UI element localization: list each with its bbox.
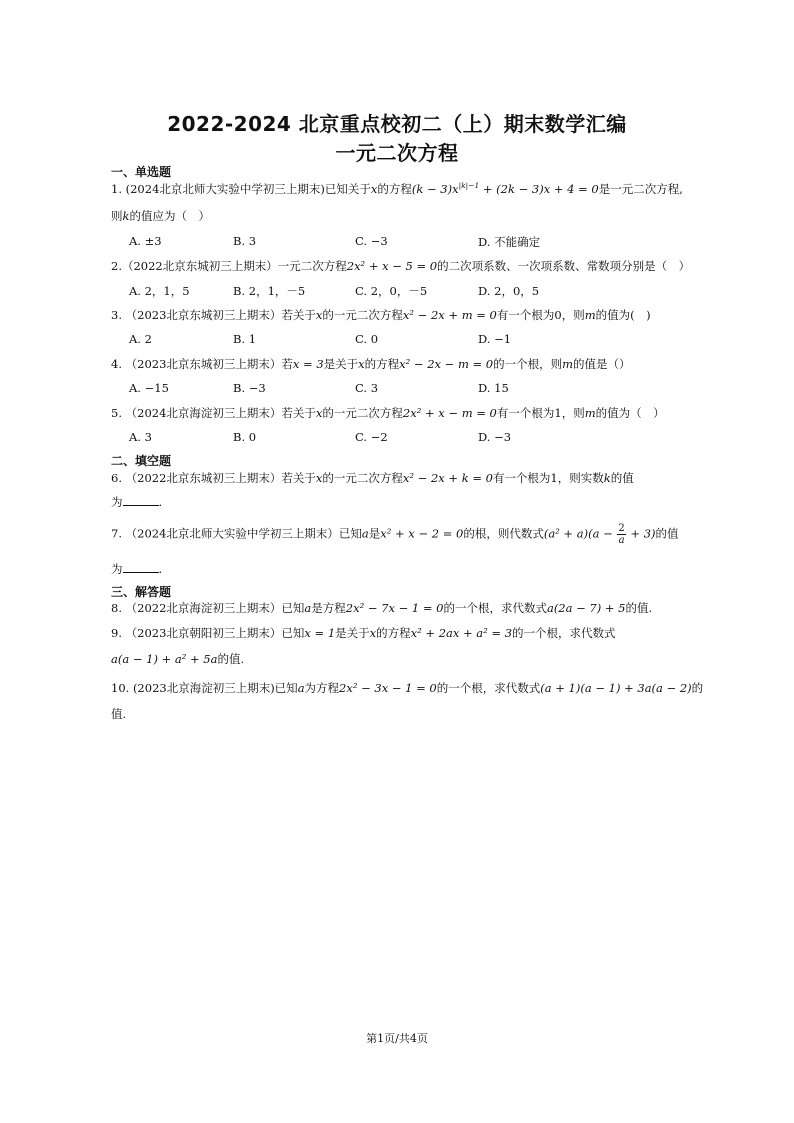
q1-option-b: B. 3 (233, 234, 257, 248)
page-number: 第1页/共4页 (366, 1032, 428, 1045)
question-2: 2.（2022北京东城初三上期末）一元二次方程2x² + x − 5 = 0的二次项系数、一次项系数、常数项分别是（ ） (111, 259, 691, 273)
question-5: 5. （2024北京海淀初三上期末）若关于x的一元二次方程2x² + x − m = 0有一个根为1，则m的值为（ ） (111, 406, 665, 420)
question-6: 6. （2022北京东城初三上期末）若关于x的一元二次方程x² − 2x + k = 0有一个根为1，则实数k的值 (111, 471, 634, 485)
document-title: 2022-2024 北京重点校初二（上）期末数学汇编 (167, 112, 627, 136)
question-1: 1. (2024北京北师大实验中学初三上期末)已知关于x的方程$(k - 3)x^{|k|-1} + (2k - 3)x + 4 = 0$是一元二次方程, (111, 181, 683, 196)
q2-option-b: B. 2，1，－5 (233, 284, 306, 298)
question-7-line-2: 为 . (111, 562, 163, 576)
question-4: 4. （2023北京东城初三上期末）若x = 3是关于x的方程x² − 2x − m = 0的一个根，则m的值是（） (111, 357, 631, 371)
question-9-line-2: a(a − 1) + a² + 5a的值. (111, 652, 245, 666)
q5-option-a: A. 3 (129, 430, 152, 444)
answer-blank[interactable] (123, 495, 159, 506)
q3-option-a: A. 2 (129, 332, 152, 346)
q1-option-a: A. ±3 (129, 234, 162, 248)
q3-option-c: C. 0 (355, 332, 379, 346)
document-subtitle: 一元二次方程 (335, 141, 459, 165)
question-1-line-2: 则k的值应为（ ） (111, 209, 210, 223)
question-10: 10. (2023北京海淀初三上期末)已知a为方程2x² − 3x − 1 = 0的一个根，求代数式(a + 1)(a − 1) + 3a(a − 2)的 (111, 681, 704, 695)
q2-option-d: D. 2，0，5 (478, 284, 540, 298)
question-3: 3. （2023北京东城初三上期末）若关于x的一元二次方程x² − 2x + m = 0有一个根为0，则m的值为( ) (111, 308, 651, 322)
q5-option-c: C. −2 (355, 430, 388, 444)
question-6-line-2: 为 . (111, 495, 163, 509)
q4-option-d: D. 15 (478, 381, 509, 395)
question-7: 7. （2024北京北师大实验中学初三上期末）已知a是x² + x − 2 = 0的根，则代数式(a² + a)(a − $\frac{2}{a}$ + 3)的值 (111, 523, 679, 546)
q4-option-b: B. −3 (233, 381, 266, 395)
answer-blank[interactable] (123, 562, 159, 573)
q4-option-a: A. −15 (129, 381, 169, 395)
question-8: 8. （2022北京海淀初三上期末）已知a是方程2x² − 7x − 1 = 0的一个根，求代数式a(2a − 7) + 5的值. (111, 601, 653, 615)
question-9: 9. （2023北京朝阳初三上期末）已知x = 1是关于x的方程x² + 2ax + a² = 3的一个根，求代数式 (111, 626, 616, 640)
q4-option-c: C. 3 (355, 381, 379, 395)
q2-option-c: C. 2，0，－5 (355, 284, 428, 298)
q3-option-d: D. −1 (478, 332, 512, 346)
fraction: $\frac{2}{a}$ (618, 523, 625, 546)
section-single-choice: 一、单选题 (111, 165, 172, 179)
q1-option-d: D. 不能确定 (478, 235, 541, 249)
section-fill-in: 二、填空题 (111, 454, 172, 468)
section-solution: 三、解答题 (111, 585, 172, 599)
q2-option-a: A. 2，1，5 (129, 284, 190, 298)
q5-option-b: B. 0 (233, 430, 257, 444)
q3-option-b: B. 1 (233, 332, 257, 346)
q5-option-d: D. −3 (478, 430, 512, 444)
question-10-line-2: 值. (111, 707, 127, 721)
q1-option-c: C. −3 (355, 234, 388, 248)
